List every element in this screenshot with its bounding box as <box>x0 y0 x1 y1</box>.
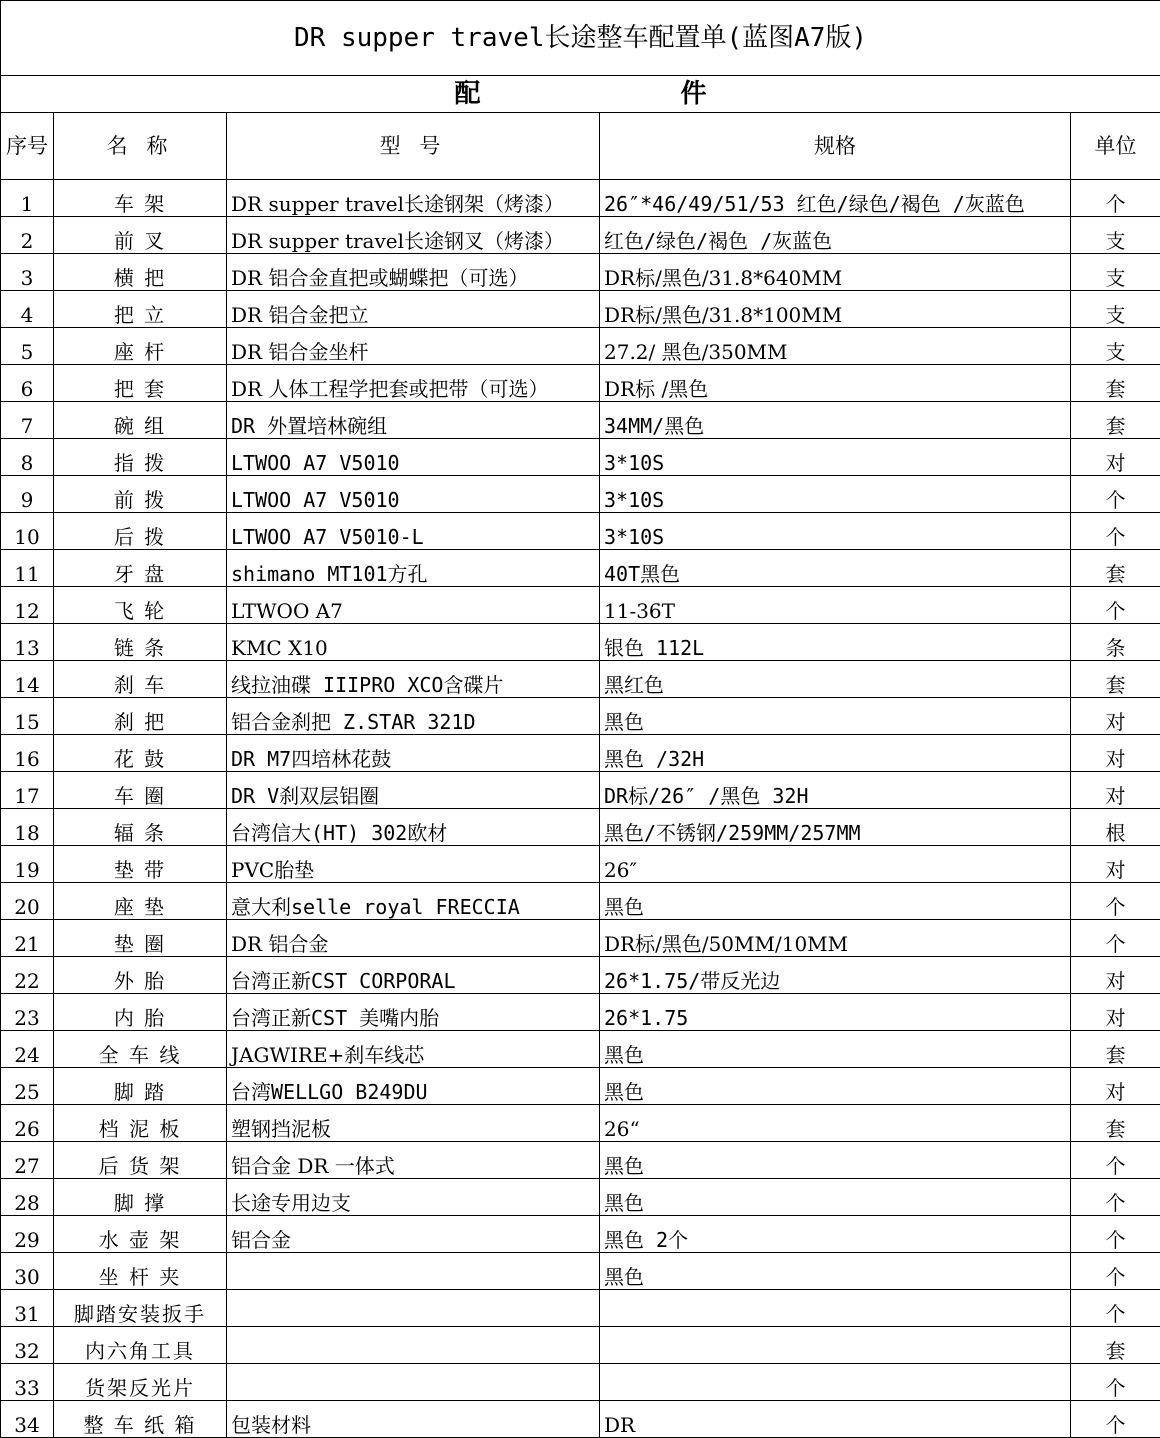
cell-seq: 11 <box>1 550 54 587</box>
cell-model: 台湾信大(HT) 302欧材 <box>227 809 600 846</box>
cell-name: 整 车 纸 箱 <box>54 1401 227 1438</box>
cell-seq: 26 <box>1 1105 54 1142</box>
cell-spec: 黑色 <box>600 883 1071 920</box>
cell-unit: 个 <box>1071 1401 1160 1438</box>
table-row <box>1 1401 1160 1438</box>
title-row <box>1 1 1160 76</box>
cell-seq: 6 <box>1 365 54 402</box>
table-row <box>1 217 1160 254</box>
cell-unit: 个 <box>1071 1216 1160 1253</box>
table-row <box>1 1364 1160 1401</box>
cell-spec: 黑色 <box>600 1179 1071 1216</box>
cell-spec: DR标/黑色/31.8*100MM <box>600 291 1071 328</box>
cell-name: 链 条 <box>54 624 227 661</box>
cell-model: DR 铝合金坐杆 <box>227 328 600 365</box>
cell-model: DR 铝合金把立 <box>227 291 600 328</box>
cell-spec: 34MM/黑色 <box>600 402 1071 439</box>
table-row <box>1 587 1160 624</box>
cell-unit: 对 <box>1071 698 1160 735</box>
cell-spec: DR标/26″ /黑色 32H <box>600 772 1071 809</box>
cell-unit: 条 <box>1071 624 1160 661</box>
cell-unit: 个 <box>1071 1179 1160 1216</box>
cell-seq: 33 <box>1 1364 54 1401</box>
cell-spec: 黑色 2个 <box>600 1216 1071 1253</box>
cell-unit: 个 <box>1071 1290 1160 1327</box>
table-row <box>1 1031 1160 1068</box>
cell-seq: 2 <box>1 217 54 254</box>
cell-seq: 7 <box>1 402 54 439</box>
cell-model: 塑钢挡泥板 <box>227 1105 600 1142</box>
cell-model: PVC胎垫 <box>227 846 600 883</box>
cell-seq: 5 <box>1 328 54 365</box>
cell-unit: 根 <box>1071 809 1160 846</box>
table-row <box>1 1253 1160 1290</box>
table-row <box>1 476 1160 513</box>
table-row <box>1 1105 1160 1142</box>
cell-name: 刹 车 <box>54 661 227 698</box>
cell-spec: DR标 /黑色 <box>600 365 1071 402</box>
cell-unit: 对 <box>1071 994 1160 1031</box>
cell-name: 横 把 <box>54 254 227 291</box>
cell-spec: DR <box>600 1401 1071 1438</box>
cell-spec: 黑色/不锈钢/259MM/257MM <box>600 809 1071 846</box>
cell-seq: 27 <box>1 1142 54 1179</box>
cell-unit: 支 <box>1071 291 1160 328</box>
cell-unit: 支 <box>1071 328 1160 365</box>
cell-unit: 个 <box>1071 1253 1160 1290</box>
table-row <box>1 735 1160 772</box>
cell-name: 座 垫 <box>54 883 227 920</box>
cell-unit: 对 <box>1071 957 1160 994</box>
cell-spec: 3*10S <box>600 476 1071 513</box>
cell-unit: 支 <box>1071 254 1160 291</box>
cell-spec: 黑色 <box>600 1031 1071 1068</box>
cell-name: 脚 踏 <box>54 1068 227 1105</box>
table-row <box>1 624 1160 661</box>
cell-unit: 套 <box>1071 1327 1160 1364</box>
cell-unit: 个 <box>1071 513 1160 550</box>
cell-model: DR 外置培林碗组 <box>227 402 600 439</box>
cell-spec: 3*10S <box>600 513 1071 550</box>
cell-model: 台湾正新CST CORPORAL <box>227 957 600 994</box>
cell-model: JAGWIRE+刹车线芯 <box>227 1031 600 1068</box>
cell-unit: 套 <box>1071 550 1160 587</box>
cell-unit: 个 <box>1071 1142 1160 1179</box>
header-spec: 规格 <box>600 113 1071 180</box>
cell-unit: 套 <box>1071 365 1160 402</box>
cell-model: 铝合金刹把 Z.STAR 321D <box>227 698 600 735</box>
cell-name: 把 套 <box>54 365 227 402</box>
cell-seq: 20 <box>1 883 54 920</box>
cell-unit: 支 <box>1071 217 1160 254</box>
cell-model: 台湾正新CST 美嘴内胎 <box>227 994 600 1031</box>
cell-spec: 27.2/ 黑色/350MM <box>600 328 1071 365</box>
cell-name: 坐 杆 夹 <box>54 1253 227 1290</box>
cell-seq: 19 <box>1 846 54 883</box>
table-row <box>1 254 1160 291</box>
cell-unit: 对 <box>1071 439 1160 476</box>
cell-model: DR supper travel长途钢叉（烤漆） <box>227 217 600 254</box>
cell-seq: 9 <box>1 476 54 513</box>
table-row <box>1 1179 1160 1216</box>
cell-seq: 25 <box>1 1068 54 1105</box>
cell-name: 飞 轮 <box>54 587 227 624</box>
table-row <box>1 1068 1160 1105</box>
header-name: 名 称 <box>54 113 227 180</box>
sheet-body <box>1 1 1160 1438</box>
header-unit: 单位 <box>1071 113 1160 180</box>
cell-name: 后 拨 <box>54 513 227 550</box>
table-row <box>1 661 1160 698</box>
table-row <box>1 365 1160 402</box>
header-model: 型 号 <box>227 113 600 180</box>
cell-spec <box>600 1290 1071 1327</box>
cell-seq: 22 <box>1 957 54 994</box>
cell-name: 外 胎 <box>54 957 227 994</box>
cell-name: 刹 把 <box>54 698 227 735</box>
cell-model: LTWOO A7 V5010-L <box>227 513 600 550</box>
cell-name: 脚踏安装扳手 <box>54 1290 227 1327</box>
cell-unit: 对 <box>1071 735 1160 772</box>
cell-model: shimano MT101方孔 <box>227 550 600 587</box>
header-seq: 序号 <box>1 113 54 180</box>
cell-unit: 个 <box>1071 476 1160 513</box>
table-row <box>1 1216 1160 1253</box>
table-row <box>1 994 1160 1031</box>
cell-unit: 套 <box>1071 661 1160 698</box>
cell-seq: 4 <box>1 291 54 328</box>
cell-model: DR M7四培林花鼓 <box>227 735 600 772</box>
cell-model <box>227 1253 600 1290</box>
cell-unit: 个 <box>1071 920 1160 957</box>
cell-seq: 12 <box>1 587 54 624</box>
cell-model: DR 铝合金直把或蝴蝶把（可选） <box>227 254 600 291</box>
cell-seq: 17 <box>1 772 54 809</box>
table-row <box>1 180 1160 217</box>
cell-seq: 34 <box>1 1401 54 1438</box>
cell-name: 车 架 <box>54 180 227 217</box>
cell-seq: 13 <box>1 624 54 661</box>
cell-spec: 26“ <box>600 1105 1071 1142</box>
cell-spec: 黑色 /32H <box>600 735 1071 772</box>
cell-seq: 1 <box>1 180 54 217</box>
cell-unit: 对 <box>1071 1068 1160 1105</box>
cell-name: 车 圈 <box>54 772 227 809</box>
cell-spec: 40T黑色 <box>600 550 1071 587</box>
cell-seq: 14 <box>1 661 54 698</box>
section-row <box>1 76 1160 113</box>
cell-seq: 32 <box>1 1327 54 1364</box>
cell-unit: 套 <box>1071 1031 1160 1068</box>
cell-spec: DR标/黑色/50MM/10MM <box>600 920 1071 957</box>
cell-name: 花 鼓 <box>54 735 227 772</box>
cell-spec: 3*10S <box>600 439 1071 476</box>
cell-model: 长途专用边支 <box>227 1179 600 1216</box>
cell-seq: 15 <box>1 698 54 735</box>
cell-model: 意大利selle royal FRECCIA <box>227 883 600 920</box>
cell-model: 台湾WELLGO B249DU <box>227 1068 600 1105</box>
cell-seq: 21 <box>1 920 54 957</box>
cell-seq: 16 <box>1 735 54 772</box>
cell-name: 牙 盘 <box>54 550 227 587</box>
cell-spec: 黑色 <box>600 698 1071 735</box>
cell-name: 档 泥 板 <box>54 1105 227 1142</box>
table-row <box>1 920 1160 957</box>
cell-model <box>227 1327 600 1364</box>
cell-unit: 个 <box>1071 180 1160 217</box>
table-row <box>1 957 1160 994</box>
table-row <box>1 1290 1160 1327</box>
cell-unit: 个 <box>1071 883 1160 920</box>
cell-seq: 23 <box>1 994 54 1031</box>
table-row <box>1 772 1160 809</box>
cell-name: 内 胎 <box>54 994 227 1031</box>
cell-model: 包装材料 <box>227 1401 600 1438</box>
cell-spec: 26″*46/49/51/53 红色/绿色/褐色 /灰蓝色 <box>600 180 1071 217</box>
cell-model: 铝合金 DR 一体式 <box>227 1142 600 1179</box>
cell-name: 指 拨 <box>54 439 227 476</box>
sheet-title: DR supper travel长途整车配置单(蓝图A7版) <box>1 1 1160 76</box>
cell-spec: 26″ <box>600 846 1071 883</box>
cell-spec: 26*1.75/带反光边 <box>600 957 1071 994</box>
cell-model: LTWOO A7 V5010 <box>227 476 600 513</box>
table-row <box>1 1142 1160 1179</box>
table-row <box>1 698 1160 735</box>
cell-name: 辐 条 <box>54 809 227 846</box>
cell-model <box>227 1290 600 1327</box>
table-row <box>1 439 1160 476</box>
cell-model: LTWOO A7 <box>227 587 600 624</box>
table-row <box>1 1327 1160 1364</box>
cell-seq: 18 <box>1 809 54 846</box>
cell-spec: 黑色 <box>600 1253 1071 1290</box>
table-row <box>1 402 1160 439</box>
cell-seq: 8 <box>1 439 54 476</box>
table-row <box>1 291 1160 328</box>
cell-spec: 红色/绿色/褐色 /灰蓝色 <box>600 217 1071 254</box>
cell-model <box>227 1364 600 1401</box>
cell-model: DR 人体工程学把套或把带（可选） <box>227 365 600 402</box>
cell-spec <box>600 1327 1071 1364</box>
cell-spec <box>600 1364 1071 1401</box>
cell-spec: 黑红色 <box>600 661 1071 698</box>
cell-spec: 银色 112L <box>600 624 1071 661</box>
cell-spec: 26*1.75 <box>600 994 1071 1031</box>
section-header <box>1 76 1160 113</box>
cell-name: 前 叉 <box>54 217 227 254</box>
cell-model: 铝合金 <box>227 1216 600 1253</box>
cell-name: 垫 圈 <box>54 920 227 957</box>
cell-seq: 31 <box>1 1290 54 1327</box>
header-row <box>1 113 1160 180</box>
cell-seq: 28 <box>1 1179 54 1216</box>
cell-model: DR 铝合金 <box>227 920 600 957</box>
cell-model: KMC X10 <box>227 624 600 661</box>
cell-model: DR V刹双层铝圈 <box>227 772 600 809</box>
cell-name: 货架反光片 <box>54 1364 227 1401</box>
cell-unit: 个 <box>1071 1364 1160 1401</box>
cell-seq: 3 <box>1 254 54 291</box>
section-right-char: 件 <box>681 79 707 109</box>
cell-model: 线拉油碟 IIIPRO XCO含碟片 <box>227 661 600 698</box>
cell-seq: 24 <box>1 1031 54 1068</box>
cell-name: 内六角工具 <box>54 1327 227 1364</box>
table-row <box>1 513 1160 550</box>
cell-seq: 29 <box>1 1216 54 1253</box>
cell-spec: DR标/黑色/31.8*640MM <box>600 254 1071 291</box>
cell-name: 后 货 架 <box>54 1142 227 1179</box>
cell-spec: 黑色 <box>600 1142 1071 1179</box>
table-row <box>1 846 1160 883</box>
cell-name: 脚 撑 <box>54 1179 227 1216</box>
table-row <box>1 550 1160 587</box>
cell-name: 垫 带 <box>54 846 227 883</box>
table-row <box>1 809 1160 846</box>
section-left-char: 配 <box>455 79 481 109</box>
cell-name: 把 立 <box>54 291 227 328</box>
cell-unit: 套 <box>1071 1105 1160 1142</box>
cell-name: 全 车 线 <box>54 1031 227 1068</box>
cell-unit: 对 <box>1071 772 1160 809</box>
cell-unit: 对 <box>1071 846 1160 883</box>
cell-name: 水 壶 架 <box>54 1216 227 1253</box>
table-row <box>1 883 1160 920</box>
cell-spec: 11-36T <box>600 587 1071 624</box>
cell-unit: 套 <box>1071 402 1160 439</box>
cell-seq: 10 <box>1 513 54 550</box>
cell-model: DR supper travel长途钢架（烤漆） <box>227 180 600 217</box>
table-row <box>1 328 1160 365</box>
cell-model: LTWOO A7 V5010 <box>227 439 600 476</box>
cell-unit: 个 <box>1071 587 1160 624</box>
cell-name: 碗 组 <box>54 402 227 439</box>
cell-name: 前 拨 <box>54 476 227 513</box>
cell-name: 座 杆 <box>54 328 227 365</box>
cell-spec: 黑色 <box>600 1068 1071 1105</box>
cell-seq: 30 <box>1 1253 54 1290</box>
